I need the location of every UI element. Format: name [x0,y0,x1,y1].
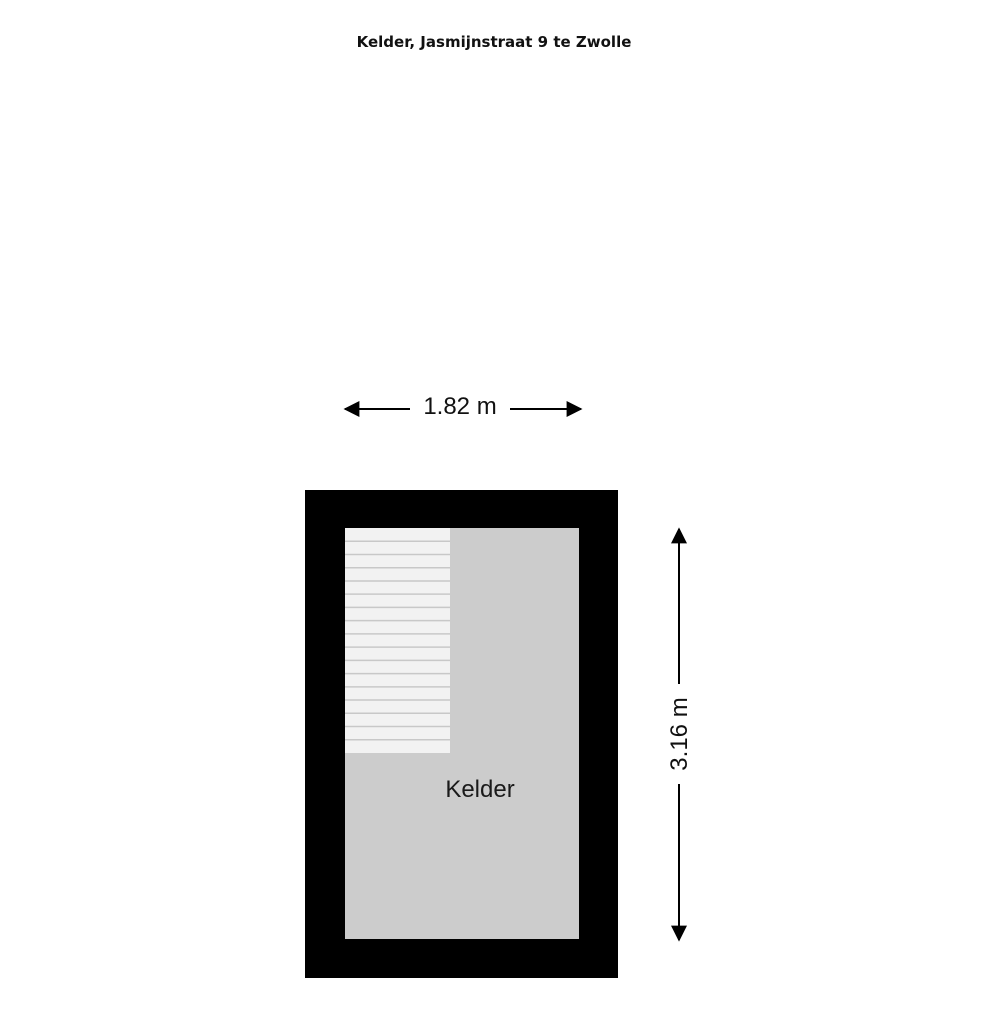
floorplan-title: Kelder, Jasmijnstraat 9 te Zwolle [356,33,632,51]
height-dimension-label: 3.16 m [665,684,695,784]
staircase [345,528,450,753]
width-dimension-label: 1.82 m [410,393,510,421]
room-label: Kelder [445,776,515,803]
